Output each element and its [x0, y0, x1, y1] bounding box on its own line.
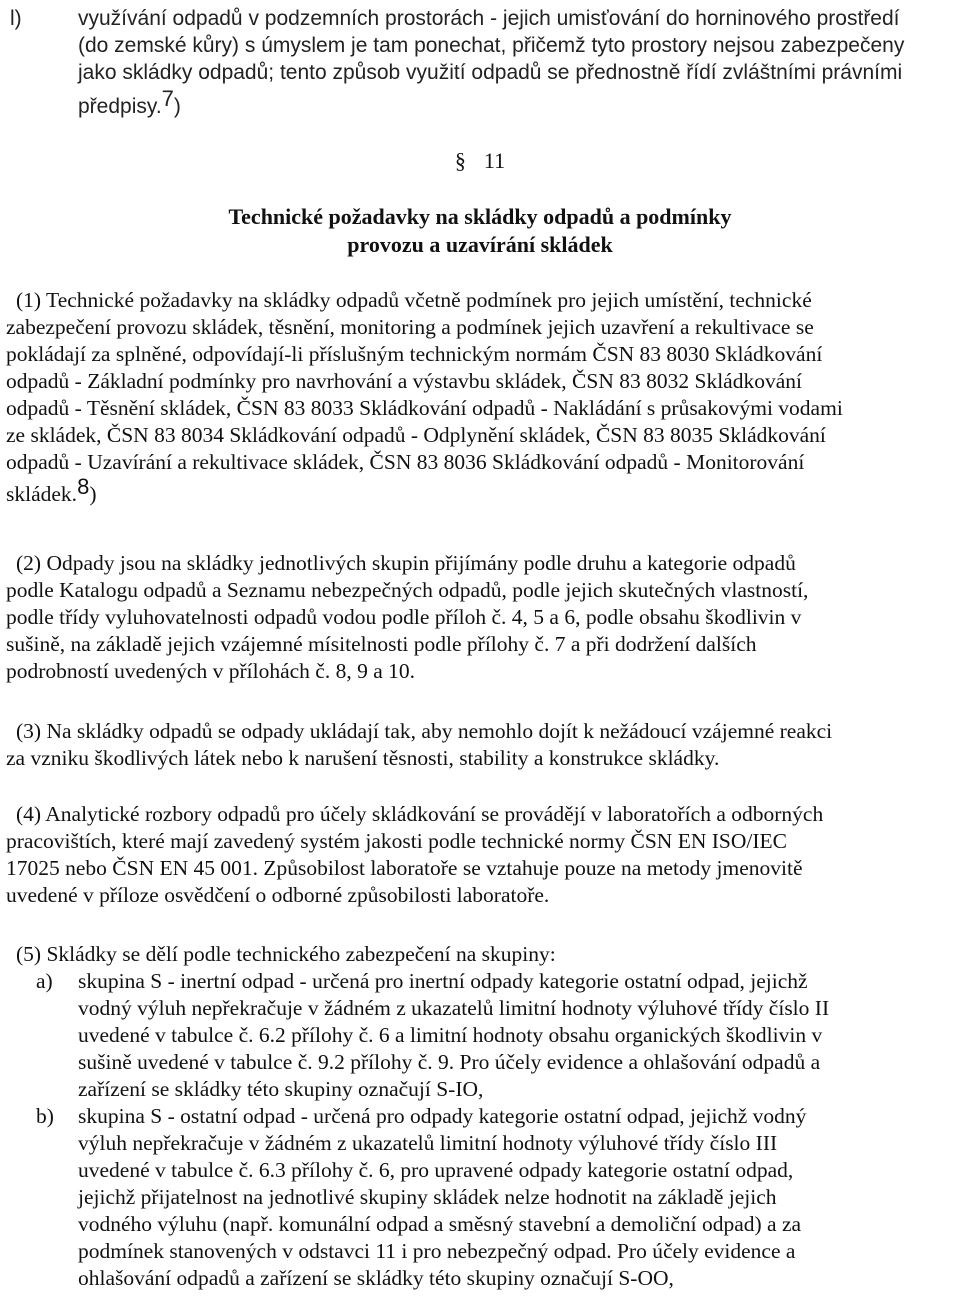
paragraph-2 — [6, 550, 956, 685]
paragraph-5 — [6, 941, 956, 968]
section-number-value: 11 — [483, 148, 506, 173]
text-line: (5) Skládky se dělí podle technického zabezpečení na skupiny: — [16, 942, 556, 966]
text-line: výluh nepřekračuje v žádném z ukazatelů limitní hodnoty výluhové třídy číslo III — [78, 1131, 778, 1155]
text-line: zabezpečení provozu skládek, těsnění, monitoring a podmínek jejich uzavření a rekultivace se — [6, 315, 814, 339]
list-marker: b) — [36, 1104, 54, 1128]
text-line: odpadů - Základní podmínky pro navrhování a výstavbu skládek, ČSN 83 8032 Skládkování — [6, 369, 802, 393]
text-line: jejichž přijatelnost na jednotlivé skupiny skládek nelze hodnotit na základě jejich — [78, 1185, 777, 1209]
heading-line: provozu a uzavírání skládek — [347, 232, 613, 257]
text-line: 17025 nebo ČSN EN 45 001. Způsobilost laboratoře se vztahuje pouze na metody jmenovitě — [6, 856, 803, 880]
list-marker: a) — [36, 969, 53, 993]
list-item-text — [78, 5, 955, 120]
list-item-a — [6, 968, 956, 1103]
groups-list — [6, 968, 956, 1292]
text-line: skupina S - ostatní odpad - určená pro odpady kategorie ostatní odpad, jejichž vodný — [78, 1104, 807, 1128]
text-line: podrobností uvedených v přílohách č. 8, 9 a 10. — [6, 659, 416, 683]
text-line: ze skládek, ČSN 83 8034 Skládkování odpadů - Odplynění skládek, ČSN 83 8035 Skládkování — [6, 423, 826, 447]
text-line: uvedené v tabulce č. 6.3 přílohy č. 6, pro upravené odpady kategorie ostatní odpad, — [78, 1158, 794, 1182]
text-line: jako skládky odpadů; tento způsob využití odpadů se přednostně řídí zvláštními právními — [78, 61, 903, 84]
text-line: pracovištích, které mají zavedený systém jakosti podle technické normy ČSN EN ISO/IEC — [6, 829, 787, 853]
list-item-b — [6, 1103, 956, 1292]
text-line: podle Katalogu odpadů a Seznamu nebezpečných odpadů, podle jejich skutečných vlastností, — [6, 578, 809, 602]
paragraph-4 — [6, 801, 956, 909]
footnote-reference[interactable]: 8 — [77, 474, 90, 499]
text-line: odpadů - Těsnění skládek, ČSN 83 8033 Skládkování odpadů - Nakládání s průsakovými vodami — [6, 396, 843, 420]
footnote-close: ) — [89, 482, 97, 506]
text-line: zařízení se skládky této skupiny označují S-IO, — [78, 1077, 484, 1101]
footnote-reference[interactable]: 7 — [161, 86, 174, 111]
text-line: využívání odpadů v podzemních prostorách - jejich umisťování do horninového prostředí — [78, 7, 900, 30]
text-line: podle třídy vyluhovatelnosti odpadů vodou podle příloh č. 4, 5 a 6, podle obsahu škodlivin v — [6, 605, 802, 629]
text-line: (do zemské kůry) s úmyslem je tam ponechat, přičemž tyto prostory nejsou zabezpečeny — [78, 34, 905, 57]
section-number — [0, 147, 960, 175]
text-line: ohlašování odpadů a zařízení se skládky této skupiny označují S-OO, — [78, 1266, 674, 1290]
text-line: za vzniku škodlivých látek nebo k narušení těsnosti, stability a konstrukce skládky. — [6, 746, 720, 770]
text-line: skupina S - inertní odpad - určená pro inertní odpady kategorie ostatní odpad, jejichž — [78, 969, 808, 993]
footnote-close: ) — [173, 95, 181, 118]
list-item-text — [78, 1103, 956, 1292]
text-fragment: předpisy. — [78, 95, 162, 118]
section-heading — [0, 203, 960, 259]
text-line: pokládají za splněné, odpovídají-li příslušným technickým normám ČSN 83 8030 Skládkování — [6, 342, 823, 366]
text-fragment: skládek. — [6, 482, 78, 506]
text-line: (4) Analytické rozbory odpadů pro účely skládkování se provádějí v laboratořích a odborných — [16, 802, 824, 826]
section-symbol: § — [454, 148, 466, 173]
paragraph-1 — [6, 287, 956, 508]
text-line — [6, 474, 956, 508]
heading-line: Technické požadavky na skládky odpadů a podmínky — [228, 204, 732, 229]
text-line: (3) Na skládky odpadů se odpady ukládají tak, aby nemohlo dojít k nežádoucí vzájemné reakci — [16, 719, 833, 743]
text-line: vodný výluh nepřekračuje v žádném z ukazatelů limitní hodnoty výluhové třídy číslo II — [78, 996, 830, 1020]
list-marker: l) — [10, 7, 22, 30]
list-item-text — [78, 968, 956, 1103]
text-line: odpadů - Uzavírání a rekultivace skládek, ČSN 83 8036 Skládkování odpadů - Monitorování — [6, 450, 805, 474]
text-line: vodného výluhu (např. komunální odpad a směsný stavební a demoliční odpad) a za — [78, 1212, 802, 1236]
text-line: sušině, na základě jejich vzájemné mísitelnosti podle přílohy č. 7 a při dodržení dalších — [6, 632, 757, 656]
text-line: (1) Technické požadavky na skládky odpadů včetně podmínek pro jejich umístění, technické — [16, 288, 812, 312]
paragraph-3 — [6, 718, 956, 772]
text-line — [78, 86, 955, 120]
text-line: uvedené v tabulce č. 6.2 přílohy č. 6 a limitní hodnoty obsahu organických škodlivin v — [78, 1023, 823, 1047]
text-line: podmínek stanovených v odstavci 11 i pro nebezpečný odpad. Pro účely evidence a — [78, 1239, 796, 1263]
text-line: sušině uvedené v tabulce č. 9.2 přílohy č. 9. Pro účely evidence a ohlašování odpadů a — [78, 1050, 821, 1074]
list-item-l — [10, 5, 955, 120]
text-line: uvedené v příloze osvědčení o odborné způsobilosti laboratoře. — [6, 883, 550, 907]
text-line: (2) Odpady jsou na skládky jednotlivých skupin přijímány podle druhu a kategorie odpadů — [16, 551, 796, 575]
